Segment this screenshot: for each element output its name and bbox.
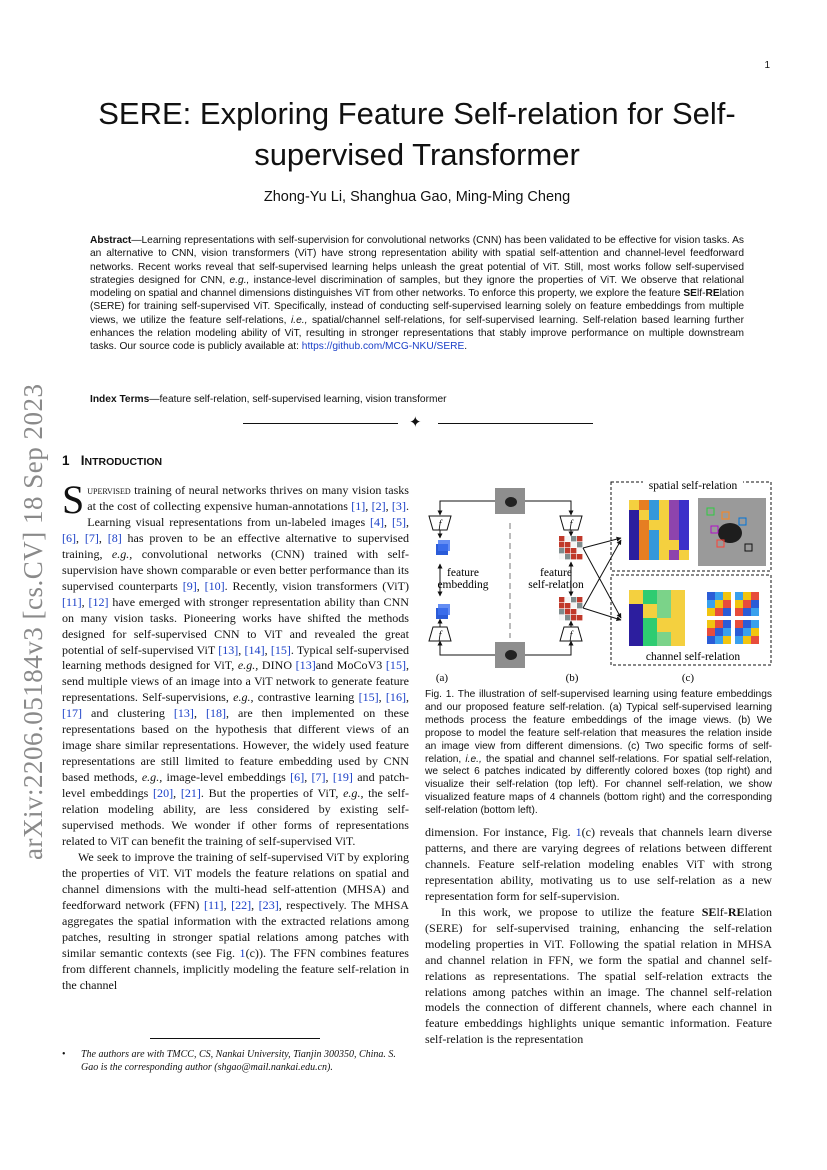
heatmap-cell <box>559 597 564 602</box>
label-spatial-self-relation: spatial self-relation <box>648 480 738 492</box>
heatmap-cell <box>559 554 564 559</box>
heatmap-cell <box>629 510 639 520</box>
panel-label-a: (a) <box>435 672 449 684</box>
heatmap-cell <box>559 548 564 553</box>
heatmap-cell <box>743 592 751 600</box>
figure-caption: Fig. 1. The illustration of self-supervised learning using feature embeddings and our proposed feature self-relation. (a) Typical self-supervised learning methods process the feature embeddings of the image views. (b) We propose to model the feature self-relation that measures the relation inside an image view from different dimensions. (c) Two specific forms of self-relation, i.e., the spatial and channel self-relations. For spatial self-relation, we select 6 patches indicated by differently colored boxes (top right) and visualize their self-relation (top left). For channel self-relation, we show visualized feature maps of 4 channels (bottom right) and the corresponding self-relation (bottom left). <box>425 689 772 817</box>
heatmap-cell <box>743 608 751 616</box>
heatmap-cell <box>565 548 570 553</box>
heatmap-cell <box>669 550 679 560</box>
channel-self-relation-heatmap <box>629 590 685 646</box>
heatmap-cell <box>629 550 639 560</box>
heatmap-cell <box>571 609 576 614</box>
heatmap-cell <box>723 628 731 636</box>
heatmap-cell <box>743 600 751 608</box>
heatmap-cell <box>629 604 643 618</box>
heatmap-cell <box>659 550 669 560</box>
heatmap-cell <box>577 609 582 614</box>
heatmap-cell <box>671 590 685 604</box>
heatmap-cell <box>751 608 759 616</box>
heatmap-cell <box>629 590 643 604</box>
heatmap-cell <box>649 500 659 510</box>
figure-1 <box>425 478 775 688</box>
heatmap-cell <box>707 600 715 608</box>
heatmap-cell <box>659 520 669 530</box>
star-ornament-icon: ✦ <box>409 415 422 431</box>
heatmap-cell <box>559 615 564 620</box>
page-number: 1 <box>764 60 770 71</box>
heatmap-cell <box>571 542 576 547</box>
heatmap-cell <box>629 540 639 550</box>
heatmap-cell <box>743 620 751 628</box>
heatmap-cell <box>669 500 679 510</box>
intro-paragraph-3: dimension. For instance, Fig. 1(c) reveals that channels learn diverse patterns, and there are varying degrees of relations between different channels. Feature self-relation modeling enables ViT with strong representation ability, motivating us to use self-relation as a new representation form for self-supervision. <box>425 825 772 903</box>
spatial-self-relation-heatmap <box>629 500 689 560</box>
heatmap-cell <box>571 548 576 553</box>
heatmap-cell <box>565 536 570 541</box>
heatmap-cell <box>649 530 659 540</box>
authors: Zhong-Yu Li, Shanghua Gao, Ming-Ming Cheng <box>263 189 571 205</box>
heatmap-cell <box>629 632 643 646</box>
intro-paragraph-4: In this work, we propose to utilize the feature SElf-RElation (SERE) for self-supervised training, enhancing the self-relation modeling properties in ViT. Following the spatial relation in MHSA and channel relation in FFN, we form the spatial and channel self-relations as representations. The spatial self-relation extracts the relations among patches within an image. The channel self-relation models the connection of different channels, where each channel in feature embeddings highlights unique semantic information. Feature self-relation is the representation <box>425 904 772 1047</box>
heatmap-cell <box>735 592 743 600</box>
heatmap-cell <box>639 540 649 550</box>
footnote-rule <box>150 1038 320 1039</box>
svg-text:f: f <box>438 519 442 530</box>
heatmap-cell <box>679 550 689 560</box>
heatmap-cell <box>577 597 582 602</box>
heatmap-cell <box>577 536 582 541</box>
abstract: Abstract—Learning representations with self-supervision for convolutional networks (CNN) has been validated to be effective for vision tasks. As an alternative to CNN, vision transformers (ViT) have strong representation ability with spatial self-attention and channel-level feedforward networks. Recent works reveal that self-supervised learning helps unleash the great potential of ViT. Still, most works follow self-supervised strategies designed for CNN, e.g., instance-level discrimination of samples, but they ignore the properties of ViT. We observe that relational modeling on spatial and channel dimensions distinguishes ViT from other networks. To enforce this property, we explore the feature SElf-RElation (SERE) for training self-supervised ViT. Specifically, instead of conducting self-supervised learning solely on feature embeddings from multiple views, we utilize the feature self-relations, i.e., spatial/channel self-relations, for self-supervised learning. Self-relation based learning further enhances the relation modeling ability of ViT, resulting in stronger representations that stably improve performance on multiple downstream tasks. Our source code is publicly available at: https://github.com/MCG-NKU/SERE. <box>90 235 744 353</box>
heatmap-cell <box>735 620 743 628</box>
heatmap-cell <box>643 632 657 646</box>
heatmap-cell <box>649 510 659 520</box>
heatmap-cell <box>629 618 643 632</box>
encoder-top-right <box>560 516 582 530</box>
right-column <box>425 825 772 1048</box>
heatmap-cell <box>565 597 570 602</box>
encoder-top-left <box>429 516 451 530</box>
heatmap-cell <box>571 603 576 608</box>
heatmap-cell <box>577 603 582 608</box>
heatmap-cell <box>639 550 649 560</box>
left-column <box>62 477 410 994</box>
heatmap-cell <box>657 590 671 604</box>
heatmap-cell <box>559 542 564 547</box>
panel-label-b: (b) <box>565 672 579 684</box>
heatmap-cell <box>669 510 679 520</box>
heatmap-cell <box>735 600 743 608</box>
heatmap-cell <box>659 500 669 510</box>
heatmap-cell <box>629 520 639 530</box>
heatmap-cell <box>751 636 759 644</box>
heatmap-cell <box>679 500 689 510</box>
heatmap-cell <box>715 600 723 608</box>
bullet-icon: • <box>62 1049 66 1060</box>
heatmap-cell <box>671 618 685 632</box>
embedding-cubes-bottom <box>436 604 450 619</box>
index-terms-label: Index Terms <box>90 394 150 405</box>
heatmap-cell <box>679 530 689 540</box>
heatmap-cell <box>657 604 671 618</box>
self-relation-grid-bottom <box>559 597 582 620</box>
heatmap-cell <box>639 530 649 540</box>
heatmap-cell <box>639 520 649 530</box>
heatmap-cell <box>565 615 570 620</box>
encoder-bottom-right <box>560 627 582 641</box>
heatmap-cell <box>559 536 564 541</box>
heatmap-cell <box>735 608 743 616</box>
heatmap-cell <box>571 597 576 602</box>
footnote: • The authors are with TMCC, CS, Nankai University, Tianjin 300350, China. S. Gao is the corresponding author (shgao@mail.nankai.edu.cn). <box>62 1049 396 1073</box>
heatmap-cell <box>669 520 679 530</box>
heatmap-cell <box>679 520 689 530</box>
heatmap-cell <box>707 620 715 628</box>
heatmap-cell <box>643 604 657 618</box>
svg-text:f: f <box>569 630 573 641</box>
abstract-label: Abstract <box>90 235 132 246</box>
figure-reference[interactable]: 1 <box>239 945 246 960</box>
heatmap-cell <box>643 590 657 604</box>
heatmap-cell <box>743 628 751 636</box>
bird-image-patches <box>698 498 766 566</box>
heatmap-cell <box>565 609 570 614</box>
self-relation-grid-top <box>559 536 582 559</box>
heatmap-cell <box>669 530 679 540</box>
heatmap-cell <box>559 609 564 614</box>
heatmap-cell <box>571 536 576 541</box>
heatmap-cell <box>559 603 564 608</box>
heatmap-cell <box>649 520 659 530</box>
index-terms: Index Terms—feature self-relation, self-supervised learning, vision transformer <box>90 394 447 405</box>
label-feature-embedding: feature embedding <box>437 567 489 591</box>
label-channel-self-relation: channel self-relation <box>645 651 741 663</box>
heatmap-cell <box>723 620 731 628</box>
encoder-bottom-left <box>429 627 451 641</box>
label-feature-self-relation: feature self-relation <box>528 567 584 591</box>
heatmap-cell <box>715 628 723 636</box>
svg-text:f: f <box>569 519 573 530</box>
heatmap-cell <box>639 500 649 510</box>
embedding-cubes-top <box>436 540 450 555</box>
heatmap-cell <box>659 530 669 540</box>
heatmap-cell <box>751 620 759 628</box>
heatmap-cell <box>577 615 582 620</box>
channel-feature-maps <box>707 592 759 644</box>
heatmap-cell <box>735 628 743 636</box>
heatmap-cell <box>715 608 723 616</box>
heatmap-cell <box>565 542 570 547</box>
heatmap-cell <box>751 628 759 636</box>
heatmap-cell <box>629 530 639 540</box>
arxiv-stamp: arXiv:2206.05184v3 [cs.CV] 18 Sep 2023 <box>18 383 48 860</box>
heatmap-cell <box>571 615 576 620</box>
svg-text:f: f <box>438 630 442 641</box>
heatmap-cell <box>707 592 715 600</box>
panel-label-c: (c) <box>681 672 695 684</box>
heatmap-cell <box>659 510 669 520</box>
heatmap-cell <box>715 620 723 628</box>
heatmap-cell <box>639 510 649 520</box>
section-separator <box>243 416 593 430</box>
heatmap-cell <box>723 608 731 616</box>
heatmap-cell <box>751 600 759 608</box>
heatmap-cell <box>649 540 659 550</box>
heatmap-cell <box>671 632 685 646</box>
section-heading: 1 INTRODUCTION <box>62 453 163 468</box>
intro-paragraph-2: We seek to improve the training of self-supervised ViT by exploring the properties of ViT. ViT models the feature relations on spatial and channel dimensions with the multi-head self-attention (MHSA) and feedforward network (FFN) [11], [22], [23], respectively. The MHSA aggregates the spatial information with the extracted relations among patches, resulting in stronger spatial relations among patches with similar semantic contexts (see Fig. 1(c)). The FFN combines features from different channels, implicitly modeling the feature self-relation in the channel <box>62 849 409 992</box>
heatmap-cell <box>565 603 570 608</box>
heatmap-cell <box>671 604 685 618</box>
heatmap-cell <box>735 636 743 644</box>
heatmap-cell <box>649 550 659 560</box>
heatmap-cell <box>659 540 669 550</box>
heatmap-cell <box>657 632 671 646</box>
heatmap-cell <box>669 540 679 550</box>
heatmap-cell <box>723 592 731 600</box>
heatmap-cell <box>707 608 715 616</box>
heatmap-cell <box>629 500 639 510</box>
heatmap-cell <box>643 618 657 632</box>
figure-reference[interactable]: 1 <box>575 825 582 839</box>
heatmap-cell <box>715 636 723 644</box>
heatmap-cell <box>715 592 723 600</box>
intro-paragraph-1: Supervised training of neural networks thrives on many vision tasks at the cost of collecting expensive human-annotations [1], [2], [3]. Learning visual representations from un-labeled images [4], [5], [6], [7], [8] has proven to be an effective alternative to supervised training, e.g., convolutional networks (CNN) trained with self-supervision have shown comparable or even better performance than its supervised counterparts [9], [10]. Recently, vision transformers (ViT) [11], [12] have emerged with stronger representation ability than CNN on many vision tasks. Pioneering works have shifted the methods designed for self-supervised CNN to ViT and revealed the great potential of self-supervised ViT [13], [14], [15]. Typical self-supervised learning methods designed for ViT, e.g., DINO [13]and MoCoV3 [15], send multiple views of an image into a ViT network to generate feature representations. Self-supervisions, e.g., contrastive learning [15], [16], [17] and clustering [13], [18], are then implemented on these representations based on the hypothesis that different views of an image share similar representations. However, the widely used feature representations are still limited to feature embedding used by CNN based methods, e.g., image-level embeddings [6], [7], [19] and patch-level embeddings [20], [21]. But the properties of ViT, e.g., the self-relation modeling ability, are less considered by existing self-supervised methods. We wonder if other forms of representations related to ViT can benefit the training of self-supervised ViT. <box>62 477 410 848</box>
heatmap-cell <box>577 542 582 547</box>
heatmap-cell <box>679 510 689 520</box>
source-code-link[interactable]: https://github.com/MCG-NKU/SERE <box>301 341 465 353</box>
heatmap-cell <box>565 554 570 559</box>
heatmap-cell <box>571 554 576 559</box>
drop-cap: S <box>62 477 85 522</box>
heatmap-cell <box>679 540 689 550</box>
paper-title: SERE: Exploring Feature Self-relation for Self-supervised Transformer <box>98 96 736 172</box>
heatmap-cell <box>723 600 731 608</box>
heatmap-cell <box>577 554 582 559</box>
heatmap-cell <box>657 618 671 632</box>
heatmap-cell <box>751 592 759 600</box>
heatmap-cell <box>723 636 731 644</box>
heatmap-cell <box>743 636 751 644</box>
heatmap-cell <box>707 628 715 636</box>
heatmap-cell <box>707 636 715 644</box>
heatmap-cell <box>577 548 582 553</box>
